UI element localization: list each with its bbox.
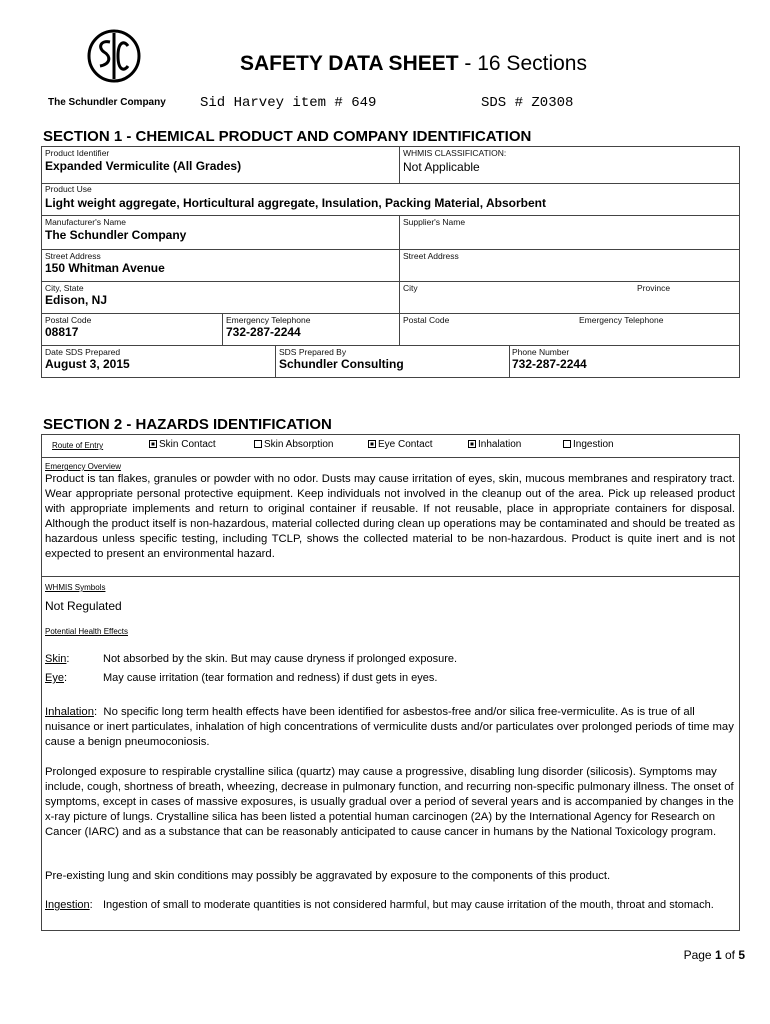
whmis-symbols-label: WHMIS Symbols: [45, 583, 106, 592]
section1-table: [41, 146, 740, 378]
emergency-telephone: 732-287-2244: [226, 325, 301, 339]
route-of-entry-label: Route of Entry: [52, 441, 104, 450]
skin-label: Skin:: [45, 653, 70, 665]
street-label: Street Address: [45, 251, 101, 261]
prepared-by: Schundler Consulting: [279, 357, 404, 371]
company-logo: [86, 28, 142, 84]
skin-effects: Not absorbed by the skin. But may cause dryness if prolonged exposure.: [103, 653, 458, 665]
city-label: City: [403, 283, 418, 293]
supplier-street-label: Street Address: [403, 251, 459, 261]
route-eye-contact: Eye Contact: [368, 439, 432, 450]
product-identifier-label: Product Identifier: [45, 148, 110, 158]
postal-label: Postal Code: [45, 315, 92, 325]
checkbox-unchecked-icon: [563, 440, 571, 448]
whmis-value: Not Applicable: [403, 160, 480, 174]
city-state-label: City, State: [45, 283, 84, 293]
checkbox-checked-icon: [149, 440, 157, 448]
checkbox-checked-icon: [468, 440, 476, 448]
phone-label: Phone Number: [512, 347, 570, 357]
route-inhalation: Inhalation: [468, 439, 521, 450]
street: 150 Whitman Avenue: [45, 261, 165, 275]
health-effects-label: Potential Health Effects: [45, 627, 129, 636]
section2-table: [41, 434, 740, 931]
supplier-postal-label: Postal Code: [403, 315, 450, 325]
date-label: Date SDS Prepared: [45, 347, 121, 357]
city-state: Edison, NJ: [45, 293, 108, 307]
ingestion-label: Ingestion:: [45, 899, 93, 911]
checkbox-checked-icon: [368, 440, 376, 448]
ingestion-effects: Ingestion of small to moderate quantities is not considered harmful, but may cause irritation of the mouth, throat and stomach.: [103, 899, 714, 911]
whmis-label: WHMIS CLASSIFICATION:: [403, 148, 507, 158]
item-number: Sid Harvey item # 649: [200, 95, 377, 111]
inhalation-effects: Inhalation: No specific long term health effects have been identified for asbestos-free and/or silica free-vermiculite. As is true of all nuisance or inert particulates, inhalation of high concentrations of vermiculite dusts and/or particulates over prolonged periods of time may cause a benign pneumoconiosis.: [45, 706, 734, 748]
emergency-overview-label: Emergency Overview: [45, 462, 122, 471]
silica-effects: Prolonged exposure to respirable crystalline silica (quartz) may cause a progressive, disabling lung disorder (silicosis). Symptoms may include, cough, shortness of breath, wheezing, decrease in pulmonary function, and recurring non-specific pulmonary illness. The onset of symptoms, except in cases of massive exposures, is usually gradual over a period of several years and is accompanied by changes in the x-ray picture of lungs. Crystalline silica has been listed a potential human carcinogen (2A) by the International Agency for Research on Cancer (IARC) and as a substance that can be reasonably anticipated to cause cancer in humans by the National Toxicology program.: [45, 766, 734, 838]
route-skin-absorption: Skin Absorption: [254, 439, 334, 450]
section2-heading: SECTION 2 - HAZARDS IDENTIFICATION: [43, 416, 332, 433]
company-name: The Schundler Company: [48, 97, 166, 108]
supplier-label: Supplier's Name: [403, 217, 466, 227]
product-use: Light weight aggregate, Horticultural aggregate, Insulation, Packing Material, Absorbent: [45, 196, 546, 210]
route-ingestion: Ingestion: [563, 439, 614, 450]
product-identifier: Expanded Vermiculite (All Grades): [45, 159, 242, 173]
page-number: Page 1 of 5: [683, 948, 745, 962]
whmis-symbols: Not Regulated: [45, 599, 122, 613]
date-prepared: August 3, 2015: [45, 357, 130, 371]
eye-label: Eye:: [45, 672, 68, 684]
checkbox-unchecked-icon: [254, 440, 262, 448]
emergency-label: Emergency Telephone: [226, 315, 311, 325]
eye-effects: May cause irritation (tear formation and redness) if dust gets in eyes.: [103, 672, 438, 684]
manufacturer-label: Manufacturer's Name: [45, 217, 126, 227]
page-title: SAFETY DATA SHEET - 16 Sections: [240, 52, 587, 75]
prepared-by-label: SDS Prepared By: [279, 347, 347, 357]
supplier-emergency-label: Emergency Telephone: [579, 315, 664, 325]
product-use-label: Product Use: [45, 184, 92, 194]
postal-code: 08817: [45, 325, 79, 339]
route-skin-contact: Skin Contact: [149, 439, 216, 450]
preexisting-conditions: Pre-existing lung and skin conditions may possibly be aggravated by exposure to the components of this product.: [45, 870, 611, 882]
section1-heading: SECTION 1 - CHEMICAL PRODUCT AND COMPANY IDENTIFICATION: [43, 128, 532, 145]
manufacturer: The Schundler Company: [45, 228, 187, 242]
emergency-overview: Product is tan flakes, granules or powder with no odor. Dusts may cause irritation of eyes, skin, mucous membranes and respiratory tract. Wear appropriate personal protective equipment. Keep individuals not involved in the cleanup out of the area. Pick up released product with appropriate implements and return to original container if reusable. If not reusable, place in appropriate containers for disposal. Although the product itself is non-hazardous, material collected during clean up operations may be contaminated and should be treated as hazardous unless specific testing, including TCLP, shows the collected material to be non-hazardous. Product is quite inert and is not expected to present an environmental hazard.: [45, 473, 735, 560]
sds-number: SDS # Z0308: [481, 95, 574, 111]
phone-number: 732-287-2244: [512, 357, 587, 371]
province-label: Province: [637, 283, 671, 293]
